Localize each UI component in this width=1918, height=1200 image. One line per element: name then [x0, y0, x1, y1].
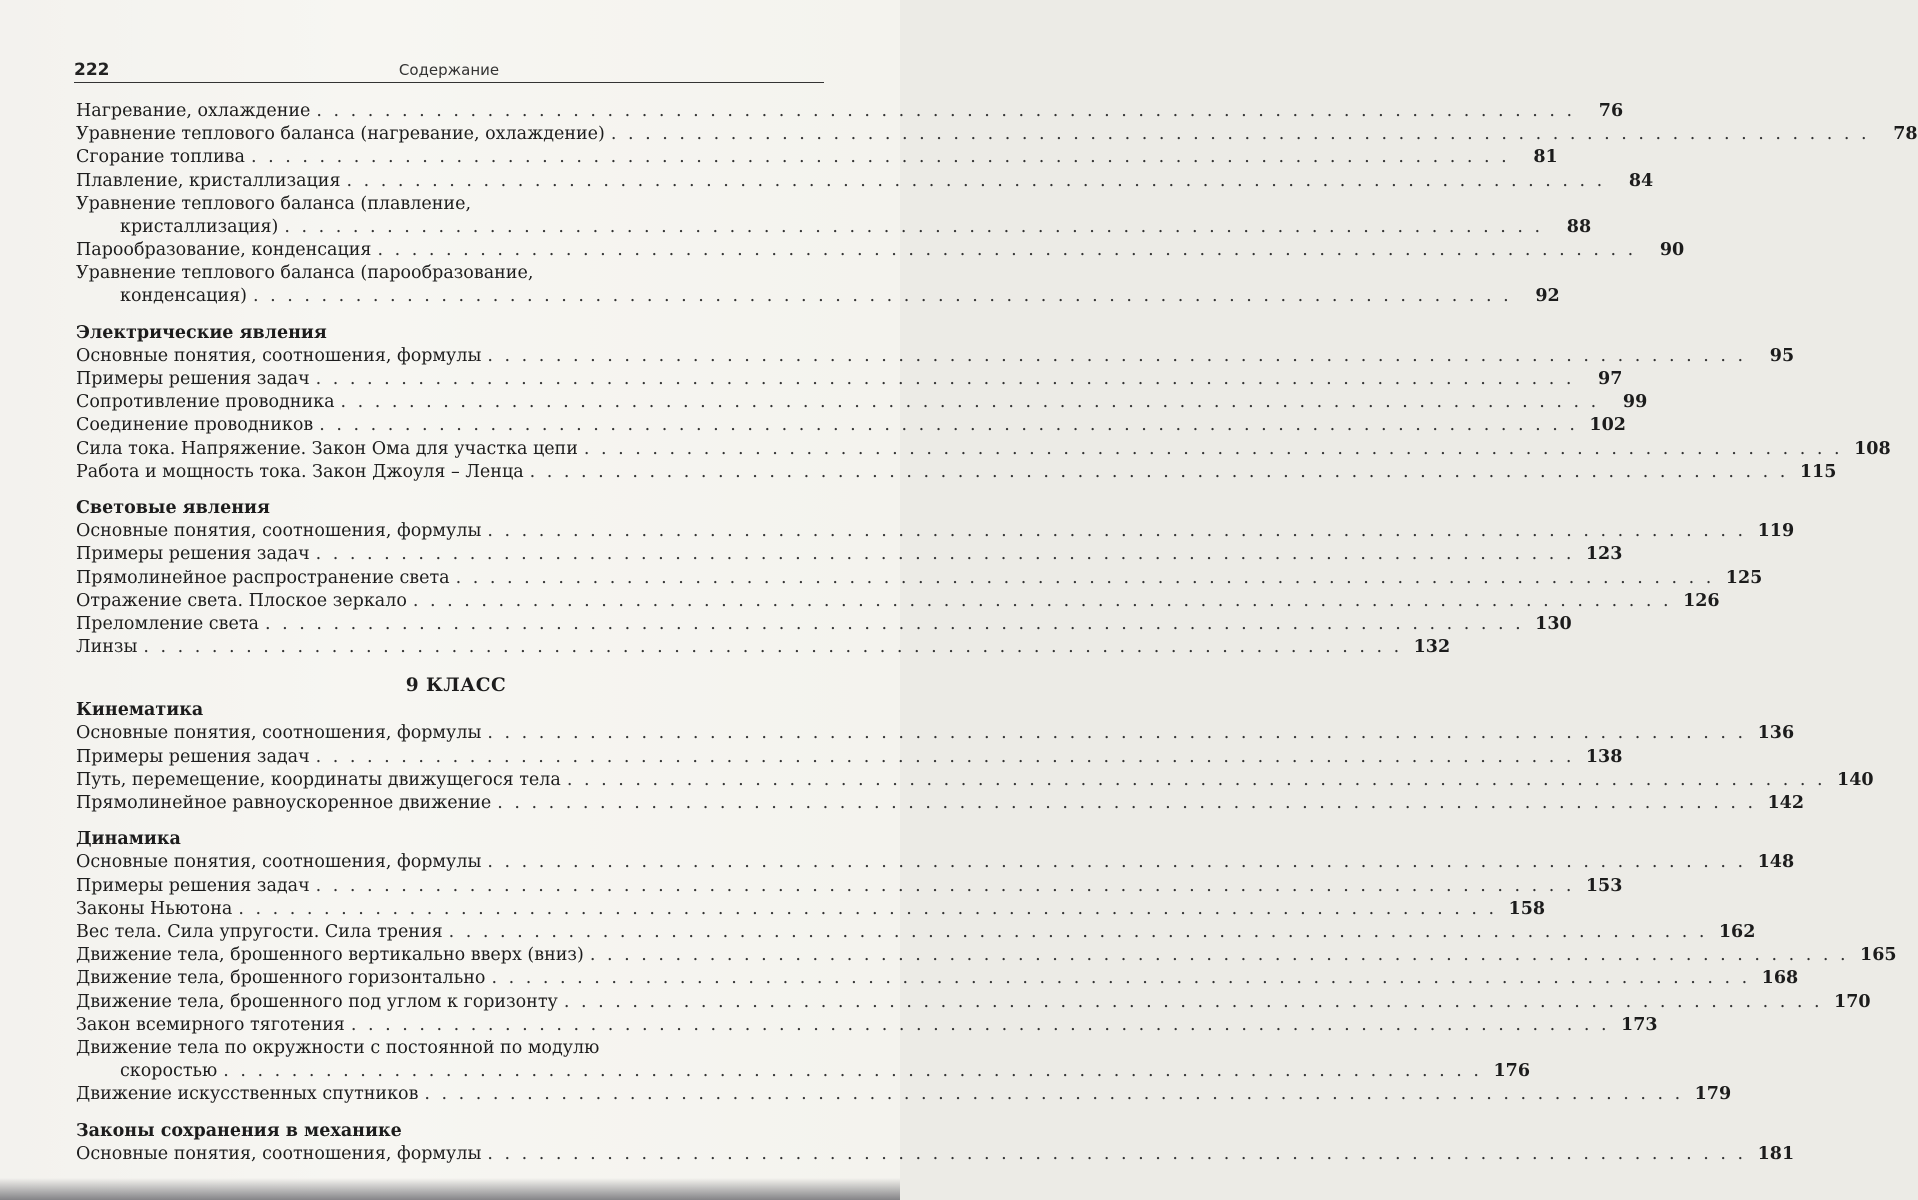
toc-entry	[76, 520, 1795, 543]
toc-leader-dots	[284, 216, 1543, 239]
toc-entry	[76, 414, 1626, 437]
toc-leader-dots	[564, 991, 1823, 1014]
toc-page-number: 173	[1621, 1014, 1658, 1035]
toc-entry	[76, 100, 1624, 123]
toc-entry-title: Уравнение теплового баланса (нагревание, охлаждение)	[76, 124, 605, 145]
toc-entry-title: Примеры решения задач	[76, 544, 310, 565]
toc-entry	[76, 723, 1795, 746]
grade-heading: 9 КЛАСС	[405, 675, 507, 697]
toc-page-number: 81	[1533, 147, 1558, 168]
toc-page-number: 95	[1769, 345, 1795, 366]
toc-leader-dots	[590, 944, 1849, 967]
running-title: Содержание	[398, 61, 500, 79]
toc-leader-dots	[316, 100, 1575, 123]
toc-entry-title: Основные понятия, соотношения, формулы	[76, 345, 482, 366]
toc-page-number: 102	[1589, 415, 1626, 436]
toc-leader-dots	[487, 722, 1746, 745]
toc-leader-dots	[316, 875, 1575, 898]
toc-entry-title: Прямолинейное распространение света	[76, 567, 450, 588]
toc-leader-dots	[424, 1083, 1683, 1106]
toc-entry-title: Основные понятия, соотношения, формулы	[76, 723, 482, 744]
page-header	[74, 60, 824, 83]
toc-entry-title-continuation: кристаллизация)	[120, 216, 279, 237]
section-heading-light: Световые явления	[76, 498, 270, 518]
toc-leader-dots	[530, 461, 1789, 484]
toc-entry-title: Движение тела, брошенного горизонтально	[76, 968, 486, 989]
toc-leader-dots	[456, 567, 1715, 590]
toc-entry-title: Примеры решения задач	[76, 746, 310, 767]
toc-entry	[76, 193, 836, 216]
table-of-contents	[76, 100, 1918, 1166]
toc-page-number: 136	[1757, 723, 1795, 744]
toc-entry-title: Основные понятия, соотношения, формулы	[76, 521, 482, 542]
toc-entry	[76, 792, 1805, 815]
toc-entry	[76, 239, 1685, 262]
toc-entry-title: Плавление, кристаллизация	[76, 170, 341, 191]
toc-page-number: 90	[1659, 240, 1685, 261]
toc-entry	[76, 461, 1837, 484]
toc-leader-dots	[319, 414, 1578, 437]
toc-entry	[76, 1014, 1658, 1037]
toc-page-number: 99	[1622, 392, 1648, 413]
toc-page-number: 132	[1413, 637, 1451, 658]
toc-page-number: 168	[1761, 968, 1799, 989]
toc-entry	[76, 875, 1623, 898]
toc-entry-title: Сгорание топлива	[76, 147, 245, 168]
toc-page-number: 181	[1757, 1143, 1795, 1164]
toc-entry-title: Уравнение теплового баланса (парообразование,	[76, 263, 534, 284]
toc-entry	[76, 769, 1874, 792]
toc-leader-dots	[143, 636, 1402, 659]
toc-entry	[76, 636, 1451, 659]
toc-leader-dots	[316, 543, 1575, 566]
toc-leader-dots	[487, 851, 1746, 874]
toc-entry-title: Путь, перемещение, координаты движущегося тела	[76, 769, 561, 790]
toc-entry	[76, 345, 1795, 368]
toc-leader-dots	[238, 898, 1497, 921]
toc-leader-dots	[316, 746, 1575, 769]
toc-page-number: 165	[1860, 945, 1897, 966]
toc-page-number: 123	[1585, 544, 1623, 565]
section-heading-dynamics: Динамика	[76, 829, 181, 850]
toc-entry-title: Примеры решения задач	[76, 875, 310, 896]
toc-page-number: 76	[1598, 100, 1624, 121]
toc-entry-continuation	[76, 286, 1560, 309]
toc-entry	[76, 1143, 1795, 1166]
section-heading-conservation: Законы сохранения в механике	[76, 1120, 402, 1141]
toc-entry	[76, 262, 836, 285]
toc-entry	[76, 921, 1756, 944]
toc-page-number: 148	[1757, 852, 1795, 873]
toc-page-number: 92	[1535, 286, 1560, 307]
toc-entry	[76, 123, 1918, 146]
toc-leader-dots	[611, 123, 1870, 146]
toc-entry	[76, 944, 1897, 967]
toc-page-number: 153	[1585, 875, 1623, 896]
toc-page-number: 78	[1893, 124, 1918, 145]
toc-entry-title: Закон всемирного тяготения	[76, 1014, 345, 1035]
toc-leader-dots	[584, 438, 1843, 461]
toc-leader-dots	[487, 1143, 1746, 1166]
toc-leader-dots	[413, 590, 1672, 613]
toc-entry-continuation	[76, 1060, 1530, 1083]
page-edge-shadow	[0, 1178, 900, 1200]
toc-entry	[76, 967, 1799, 990]
toc-page-number: 179	[1694, 1084, 1732, 1105]
toc-page-number: 176	[1493, 1061, 1530, 1082]
toc-page-number: 138	[1585, 746, 1623, 767]
toc-page-number: 158	[1508, 898, 1546, 919]
toc-leader-dots	[487, 345, 1746, 368]
toc-entry	[76, 146, 1558, 169]
toc-entry-title: Вес тела. Сила упругости. Сила трения	[76, 921, 443, 942]
toc-page-number: 140	[1837, 769, 1874, 790]
toc-leader-dots	[251, 146, 1510, 169]
toc-entry	[76, 590, 1720, 613]
toc-leader-dots	[341, 391, 1600, 414]
toc-leader-dots	[265, 613, 1524, 636]
toc-entry-title-continuation: скоростью	[120, 1061, 218, 1082]
toc-entry-title: Соединение проводников	[76, 415, 314, 436]
toc-page-number: 142	[1767, 793, 1805, 814]
toc-page-number: 125	[1725, 567, 1763, 588]
toc-entry-title: Прямолинейное равноускоренное движение	[76, 793, 492, 814]
toc-entry-continuation	[76, 216, 1592, 239]
toc-leader-dots	[497, 792, 1756, 815]
section-heading-kinematics: Кинематика	[76, 700, 204, 721]
toc-page-number: 170	[1834, 991, 1871, 1012]
toc-entry	[76, 543, 1623, 566]
toc-page-number: 97	[1598, 369, 1623, 390]
toc-leader-dots	[491, 967, 1750, 990]
toc-page-number: 115	[1799, 461, 1837, 482]
toc-entry-title: Парообразование, конденсация	[76, 240, 372, 261]
toc-leader-dots	[347, 170, 1606, 193]
toc-entry-title: Преломление света	[76, 613, 259, 634]
toc-leader-dots	[567, 769, 1826, 792]
toc-entry	[76, 613, 1572, 636]
toc-entry	[76, 391, 1648, 414]
toc-entry-title: Движение тела, брошенного вертикально вверх (вниз)	[76, 945, 584, 966]
toc-leader-dots	[351, 1014, 1610, 1037]
toc-page-number: 119	[1757, 521, 1795, 542]
toc-entry	[76, 991, 1871, 1014]
toc-page-number: 108	[1854, 438, 1891, 459]
toc-entry-title: Примеры решения задач	[76, 369, 310, 390]
toc-entry-title: Линзы	[76, 637, 138, 658]
toc-entry-title: Нагревание, охлаждение	[76, 100, 311, 121]
toc-leader-dots	[449, 921, 1708, 944]
toc-entry	[76, 170, 1654, 193]
toc-leader-dots	[487, 520, 1746, 543]
toc-entry-title: Сопротивление проводника	[76, 392, 335, 413]
toc-entry	[76, 851, 1795, 874]
toc-entry-title: Движение тела по окружности с постоянной по модулю	[76, 1037, 600, 1058]
toc-entry-title: Движение искусственных спутников	[76, 1084, 419, 1105]
page-number: 222	[74, 60, 110, 80]
toc-leader-dots	[316, 368, 1575, 391]
toc-entry-title: Сила тока. Напряжение. Закон Ома для участка цепи	[76, 438, 578, 459]
toc-page-number: 130	[1535, 613, 1572, 634]
toc-entry-title: Уравнение теплового баланса (плавление,	[76, 193, 472, 214]
toc-entry-title: Движение тела, брошенного под углом к горизонту	[76, 991, 558, 1012]
toc-entry	[76, 746, 1623, 769]
toc-leader-dots	[223, 1060, 1482, 1083]
toc-entry	[76, 368, 1623, 391]
toc-entry-title-continuation: конденсация)	[120, 286, 247, 307]
toc-entry-title: Законы Ньютона	[76, 898, 233, 919]
toc-leader-dots	[377, 239, 1636, 262]
toc-page-number: 162	[1718, 921, 1756, 942]
toc-page-number: 126	[1683, 590, 1720, 611]
toc-entry-title: Отражение света. Плоское зеркало	[76, 590, 407, 611]
toc-page-number: 84	[1628, 170, 1654, 191]
toc-entry-title: Основные понятия, соотношения, формулы	[76, 1143, 482, 1164]
toc-entry-title: Работа и мощность тока. Закон Джоуля – Ленца	[76, 461, 524, 482]
toc-entry-title: Основные понятия, соотношения, формулы	[76, 852, 482, 873]
toc-entry	[76, 1083, 1732, 1106]
toc-entry	[76, 567, 1763, 590]
section-heading-electric: Электрические явления	[76, 322, 327, 343]
toc-leader-dots	[253, 285, 1512, 308]
toc-page-number: 88	[1566, 216, 1592, 237]
toc-entry	[76, 438, 1891, 461]
toc-entry	[76, 1037, 836, 1060]
toc-entry	[76, 898, 1546, 921]
